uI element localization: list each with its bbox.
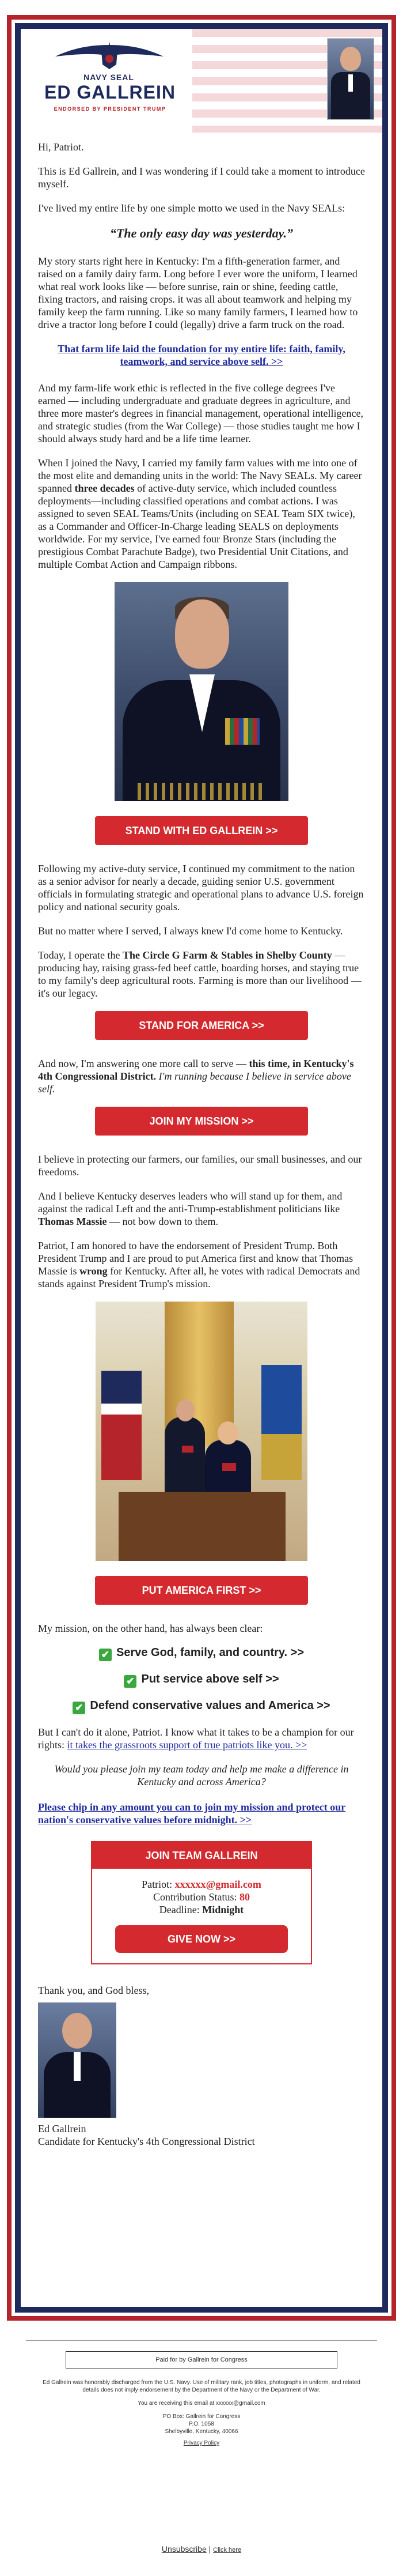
- farm-life-link[interactable]: That farm life laid the foundation for my entire life: faith, family, teamwork, and service above self. >>: [58, 343, 345, 367]
- signoff-thanks: Thank you, and God bless,: [38, 1985, 149, 1996]
- deadline-value: Midnight: [202, 1904, 244, 1915]
- farm-paragraph: [38, 949, 365, 1000]
- candidate-portrait: [115, 582, 288, 801]
- grassroots-text: But I can't do it alone, Patriot. I know what it takes to be a champion for our rights:: [38, 1726, 354, 1751]
- address-line-3: Shelbyville, Kentucky, 40066: [165, 2428, 238, 2435]
- endorse-text-1: Patriot, I am honored to have the endorsement of President Trump. Both President Trump and I are proud to put America first and know that Thomas Massie is: [38, 1240, 353, 1277]
- check-item-1[interactable]: [38, 1646, 365, 1661]
- protect-paragraph: I believe in protecting our farmers, our families, our small businesses, and our freedoms.: [38, 1153, 362, 1178]
- deadline-line: [104, 1903, 299, 1916]
- check-label: Serve God, family, and country. >>: [116, 1646, 305, 1659]
- leaders-text-1: And I believe Kentucky deserves leaders who will stand up for them, and against the radical Left and the anti-Trump-establishment politicians like: [38, 1190, 343, 1215]
- paid-for-by: Paid for by Gallrein for Congress: [66, 2351, 337, 2368]
- mailing-address: [0, 2413, 403, 2435]
- intro-paragraph: This is Ed Gallrein, and I was wondering if I could take a moment to introduce myself.: [38, 165, 365, 190]
- check-item-2[interactable]: [38, 1673, 365, 1688]
- donation-box: [91, 1841, 312, 1964]
- america-first-button[interactable]: PUT AMERICA FIRST >>: [95, 1576, 308, 1605]
- mission-clear: My mission, on the other hand, has always been clear:: [38, 1623, 263, 1634]
- patriot-label: Patriot:: [142, 1879, 175, 1890]
- stand-for-america-button[interactable]: STAND FOR AMERICA >>: [95, 1011, 308, 1040]
- unsubscribe-row: [0, 2544, 403, 2554]
- chip-in-link[interactable]: Please chip in any amount you can to join my mission and protect our nation's conservative values before midnight. >>: [38, 1801, 346, 1826]
- motto-intro: I've lived my entire life by one simple motto we used in the Navy SEALs:: [38, 202, 345, 214]
- checkmark-icon: ✔: [124, 1675, 136, 1688]
- grassroots-paragraph: [38, 1726, 365, 1751]
- navy-text-bold: three decades: [74, 482, 135, 494]
- separator: |: [206, 2544, 214, 2554]
- endorse-text-bold: wrong: [79, 1265, 108, 1277]
- status-value: 80: [239, 1891, 250, 1903]
- signoff-title: Candidate for Kentucky's 4th Congressional District: [38, 2136, 255, 2147]
- give-now-button[interactable]: GIVE NOW >>: [115, 1925, 288, 1953]
- trident-wings-icon: [52, 39, 167, 70]
- signature-photo: [38, 2002, 116, 2118]
- checkmark-icon: ✔: [99, 1649, 112, 1661]
- check-label: Defend conservative values and America >>: [90, 1699, 330, 1712]
- motto-quote: “The only easy day was yesterday.”: [109, 226, 294, 240]
- logo-navy-seal: NAVY SEAL: [83, 73, 134, 82]
- navy-text-2: of active-duty service, which included countless deployments—including classified operations and combat actions. I was assigned to seven SEAL Teams/Units (including on SEAL Team SIX twice), as a Commander and Officer-In-Charge leading SEALS on deployments worldwide. For my service, I've earned four Bronze Stars (including the prestigious Combat Parachute Badge), two Presidential Unit Citations, and multiple Combat Action and Campaign ribbons.: [38, 482, 355, 570]
- privacy-policy-link[interactable]: Privacy Policy: [183, 2440, 220, 2446]
- check-label: Put service above self >>: [141, 1673, 279, 1685]
- leaders-text-2: — not bow down to them.: [107, 1216, 219, 1227]
- leaders-paragraph: [38, 1190, 365, 1228]
- oval-office-photo: [96, 1302, 307, 1561]
- endorse-text-2: for Kentucky. After all, he votes with radical Democrats and stands against President Trump's mission.: [38, 1265, 360, 1289]
- call-text-italic: I'm running because I believe in service above self.: [38, 1070, 351, 1095]
- status-line: [104, 1891, 299, 1903]
- check-item-3[interactable]: [38, 1699, 365, 1714]
- endorsement-paragraph: [38, 1239, 365, 1290]
- candidate-header-photo: [327, 38, 374, 120]
- disclaimer: Ed Gallrein was honorably discharged from the U.S. Navy. Use of military rank, job titles, photographs in uniform, and related details does not imply endorsement by the Department of the Navy or the Department of War.: [43, 2379, 360, 2393]
- grassroots-link[interactable]: it takes the grassroots support of true patriots like you. >>: [67, 1739, 307, 1751]
- stand-with-button[interactable]: STAND WITH ED GALLREIN >>: [95, 816, 308, 845]
- received-notice: You are receiving this email at xxxxxx@gmail.com: [138, 2400, 265, 2407]
- degrees-paragraph: And my farm-life work ethic is reflected in the five college degrees I've earned — including undergraduate and graduate degrees in agriculture, and three more master's degrees in financial management, operational intelligence, and strategic studies (from the War College) — those studies taught me how I should always study hard and be a life time learner.: [38, 382, 364, 444]
- logo-endorsement: ENDORSED BY PRESIDENT TRUMP: [54, 106, 166, 112]
- farm-text-bold: The Circle G Farm & Stables in Shelby County: [123, 949, 332, 961]
- signoff-name: Ed Gallrein: [38, 2123, 86, 2134]
- home-paragraph: But no matter where I served, I always knew I'd come home to Kentucky.: [38, 925, 343, 937]
- email-body: [21, 29, 382, 2307]
- patriot-email: xxxxxx@gmail.com: [174, 1879, 261, 1890]
- navy-text-1: When I joined the Navy, I carried my family farm values with me into one of the most elite and demanding units in the world: The Navy SEALs. My career spanned: [38, 457, 362, 494]
- patriot-line: [104, 1878, 299, 1891]
- join-team-question: Would you please join my team today and help me make a difference in Kentucky and across America?: [54, 1763, 349, 1787]
- click-here-link[interactable]: Click here: [213, 2547, 242, 2554]
- farm-text-1: Today, I operate the: [38, 949, 123, 961]
- status-label: Contribution Status:: [153, 1891, 239, 1903]
- call-text-1: And now, I'm answering one more call to serve —: [38, 1058, 249, 1069]
- footer-divider: [26, 2340, 377, 2341]
- checkmark-icon: ✔: [73, 1702, 85, 1714]
- address-line-2: P.O. 1058: [189, 2421, 214, 2427]
- navy-paragraph: [38, 457, 365, 571]
- call-text-bold: this time, in Kentucky's 4th Congressional District.: [38, 1058, 354, 1082]
- deadline-label: Deadline:: [159, 1904, 203, 1915]
- join-mission-button[interactable]: JOIN MY MISSION >>: [95, 1107, 308, 1136]
- donation-box-title: JOIN TEAM GALLREIN: [92, 1842, 311, 1869]
- email-footer: [0, 2340, 403, 2554]
- unsubscribe-link[interactable]: Unsubscribe: [161, 2544, 207, 2554]
- address-line-1: PO Box: Gallrein for Congress: [162, 2413, 241, 2420]
- story-paragraph: My story starts right here in Kentucky: I'm a fifth-generation farmer, and raised on a family dairy farm. Long before I ever wore the uniform, I learned what real work looks like — before sunrise, rain or shine, feeding cattle, fixing tractors, and raising crops. it was all about teamwork and helping my family keep the farm running. Like so many family farmers, I learned how to drive a tractor long before I could (legally) drive a farm truck on the road.: [38, 255, 358, 330]
- leaders-text-bold: Thomas Massie: [38, 1216, 107, 1227]
- logo-name: ED GALLREIN: [44, 82, 176, 103]
- farm-text-2: — producing hay, raising grass-fed beef cattle, boarding horses, and staying true to my family's deep agricultural roots. Farming is more than our livelihood — it's our legacy.: [38, 949, 362, 999]
- email-header: [21, 29, 382, 133]
- greeting: Hi, Patriot.: [38, 141, 84, 153]
- answer-call-paragraph: [38, 1057, 365, 1095]
- advisor-paragraph: Following my active-duty service, I continued my commitment to the nation as a senior advisor for nearly a decade, guiding senior U.S. government officials in formulating strategic and operational plans to advance U.S. foreign policy and national security goals.: [38, 863, 364, 912]
